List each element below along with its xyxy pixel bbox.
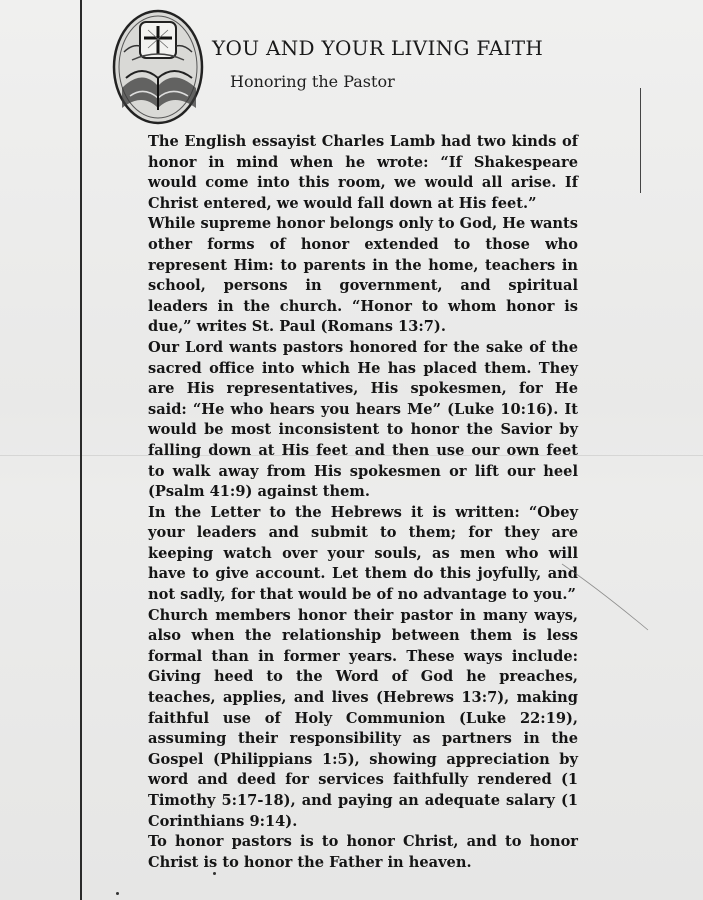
page-subtitle: Honoring the Pastor bbox=[230, 72, 395, 91]
article-paragraph: Our Lord wants pastors honored for the sake of the sacred office into which He has placed them. They are His representatives, His spokesmen, for He said: “He who hears you hears Me” (Luke 10:16). It would be most inconsistent to honor the Savior by falling down at His feet and then use our own feet to walk away from His spokesmen or lift our heel (Psalm 41:9) against them. bbox=[148, 338, 578, 501]
left-margin-rule bbox=[80, 0, 82, 900]
article-body bbox=[148, 132, 578, 873]
page-title: YOU AND YOUR LIVING FAITH bbox=[212, 36, 544, 60]
article-paragraph: While supreme honor belongs only to God, He wants other forms of honor extended to those who represent Him: to parents in the home, teachers in school, persons in government, and spiritual leaders in the church. “Honor to whom honor is due,” writes St. Paul (Romans 13:7). bbox=[148, 215, 578, 336]
right-edge-mark bbox=[640, 88, 641, 193]
article-paragraph: To honor pastors is to honor Christ, and to honor Christ is to honor the Father in heaven. bbox=[148, 833, 578, 871]
article-paragraph: The English essayist Charles Lamb had two kinds of honor in mind when he wrote: “If Shakespeare would come into this room, we would all arise. If Christ entered, we would fall down at His feet.” bbox=[148, 133, 578, 212]
ink-speck bbox=[213, 872, 216, 875]
article-paragraph: Church members honor their pastor in many ways, also when the relationship between them is less formal than in former years. These ways include: Giving heed to the Word of God he preaches, teaches, applies, and lives (Hebrews 13:7), making faithful use of Holy Communion (Luke 22:19), assuming their responsibility as partners in the Gospel (Philippians 1:5), showing appreciation by word and deed for services faithfully rendered (1 Timothy 5:17-18), and paying an adequate salary (1 Corinthians 9:14). bbox=[148, 606, 578, 830]
cross-and-open-book-emblem-icon bbox=[112, 8, 206, 126]
pencil-scratch-mark bbox=[560, 560, 650, 640]
ink-speck bbox=[116, 892, 119, 895]
article-paragraph: In the Letter to the Hebrews it is written: “Obey your leaders and submit to them; for they are keeping watch over your souls, as men who will have to give account. Let them do this joyfully, and not sadly, for that would be of no advantage to you.” bbox=[148, 503, 578, 604]
